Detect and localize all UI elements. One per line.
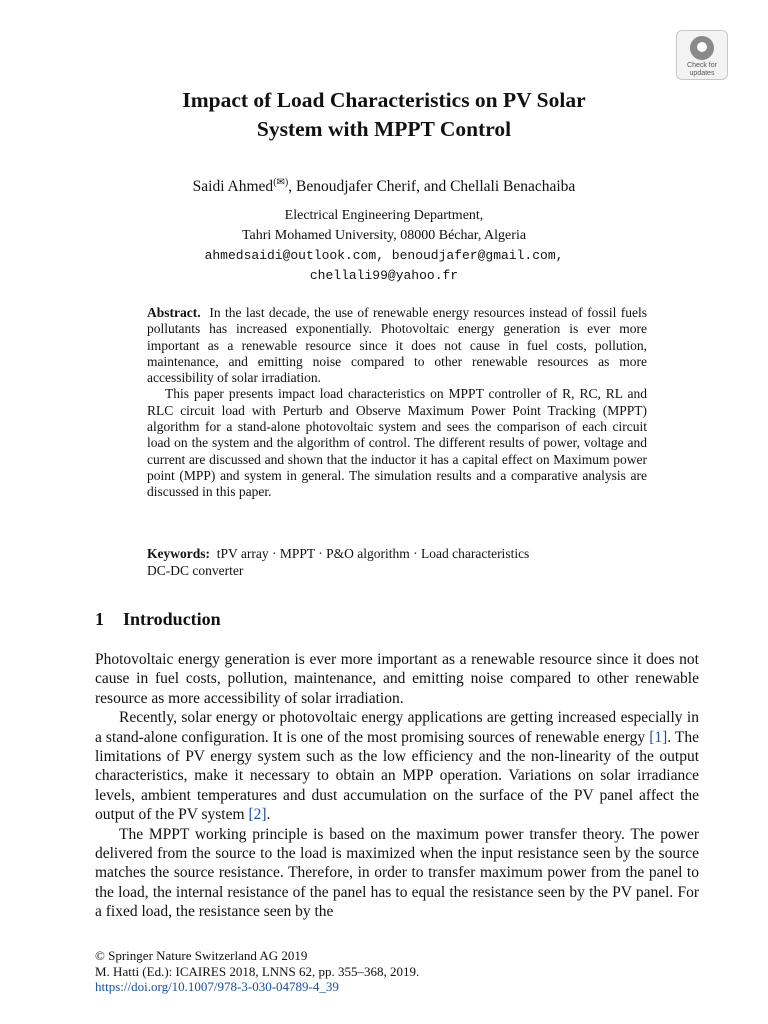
copyright: © Springer Nature Switzerland AG 2019	[95, 948, 308, 963]
body-p2-text-c: .	[266, 806, 271, 824]
keywords-line-1: tPV array · MPPT · P&O algorithm · Load characteristics	[216, 546, 530, 561]
affiliation-line-1: Electrical Engineering Department,	[284, 208, 484, 223]
keywords-label: Keywords:	[147, 546, 210, 561]
title-line-1: Impact of Load Characteristics on PV Solar	[182, 88, 586, 112]
check-for-updates-icon	[690, 36, 714, 60]
section-number: 1	[95, 609, 104, 629]
title-line-2: System with MPPT Control	[256, 117, 512, 141]
body-paragraph-2	[95, 708, 699, 824]
author-list	[0, 172, 768, 198]
publication-citation: M. Hatti (Ed.): ICAIRES 2018, LNNS 62, pp. 355–368, 2019.	[95, 963, 420, 979]
body-text	[95, 650, 699, 922]
body-p2-text-b: . The limitations of PV energy system such as the low efficiency and the non-linearity of the output characteristics, make it necessary to obtain an MPP operation. Variations on solar irradiance levels, ambient temperatures and dust accumulation on the surface of the PV panel affect the output of the PV system	[95, 728, 699, 824]
keywords	[147, 545, 647, 579]
body-paragraph-3: The MPPT working principle is based on the maximum power transfer theory. The power delivered from the source to the load is maximized when the input resistance seen by the source matches the source resistance. Therefore, in order to transfer maximum power from the panel to the load, the internal resistance of the panel has to equal the resistance seen by the PV panel. For a fixed load, the resistance seen by the	[95, 825, 699, 921]
badge-text-line2: updates	[689, 69, 715, 77]
paper-title	[0, 86, 768, 144]
abstract-paragraph-1	[147, 305, 647, 386]
section-title: Introduction	[123, 609, 221, 629]
section-heading	[95, 608, 221, 630]
abstract-text-1: In the last decade, the use of renewable energy resources instead of fossil fuels pollutants has increased exponentially. Photovoltaic energy generation is ever more important as a renewable resource since it does not cause in fuel costs, pollution, maintenance, and emitting noise compared to other renewable resources as more accessibility of solar irradiation.	[147, 305, 648, 386]
abstract-paragraph-2: This paper presents impact load characteristics on MPPT controller of R, RC, RL and RLC circuit load with Perturb and Observe Maximum Power Point Tracking (MPPT) algorithm for a stand-alone photovoltaic system and sees the comparison of each circuit load on the system and the algorithm of control. The different results of power, voltage and current are discussed and shown that the inductor it has a capital effect on Maximum power point (MPP) and system in general. The simulation results and a comparative analysis are discussed in this paper.	[147, 386, 647, 500]
keywords-line-2: DC-DC converter	[147, 563, 244, 578]
footer	[95, 948, 419, 995]
citation-link-2[interactable]: [2]	[248, 806, 267, 824]
check-for-updates-badge[interactable]	[676, 30, 728, 80]
badge-text-line1: Check for	[687, 62, 717, 69]
emails-line-1[interactable]: ahmedsaidi@outlook.com, benoudjafer@gmail.com,	[204, 248, 564, 263]
corresponding-author-envelope-icon[interactable]: (✉)	[273, 177, 289, 188]
abstract	[147, 305, 647, 501]
affiliation	[0, 206, 768, 286]
doi-link[interactable]: https://doi.org/10.1007/978-3-030-04789-4_39	[95, 979, 339, 994]
affiliation-line-2: Tahri Mohamed University, 08000 Béchar, Algeria	[241, 228, 527, 243]
other-authors: , Benoudjafer Cherif, and Chellali Benachaiba	[288, 178, 576, 195]
emails-line-2[interactable]: chellali99@yahoo.fr	[309, 268, 459, 283]
body-paragraph-1: Photovoltaic energy generation is ever more important as a renewable resource since it does not cause in fuel costs, pollution, maintenance, and emitting noise compared to other renewable resource as more accessibility of solar irradiation.	[95, 651, 699, 707]
abstract-label: Abstract.	[147, 305, 201, 320]
author-1: Saidi Ahmed	[192, 178, 274, 195]
citation-link-1[interactable]: [1]	[649, 728, 668, 746]
body-p2-text-a: Recently, solar energy or photovoltaic energy applications are getting increased especially in a stand-alone configuration. It is one of the most promising sources of renewable energy	[95, 709, 699, 746]
